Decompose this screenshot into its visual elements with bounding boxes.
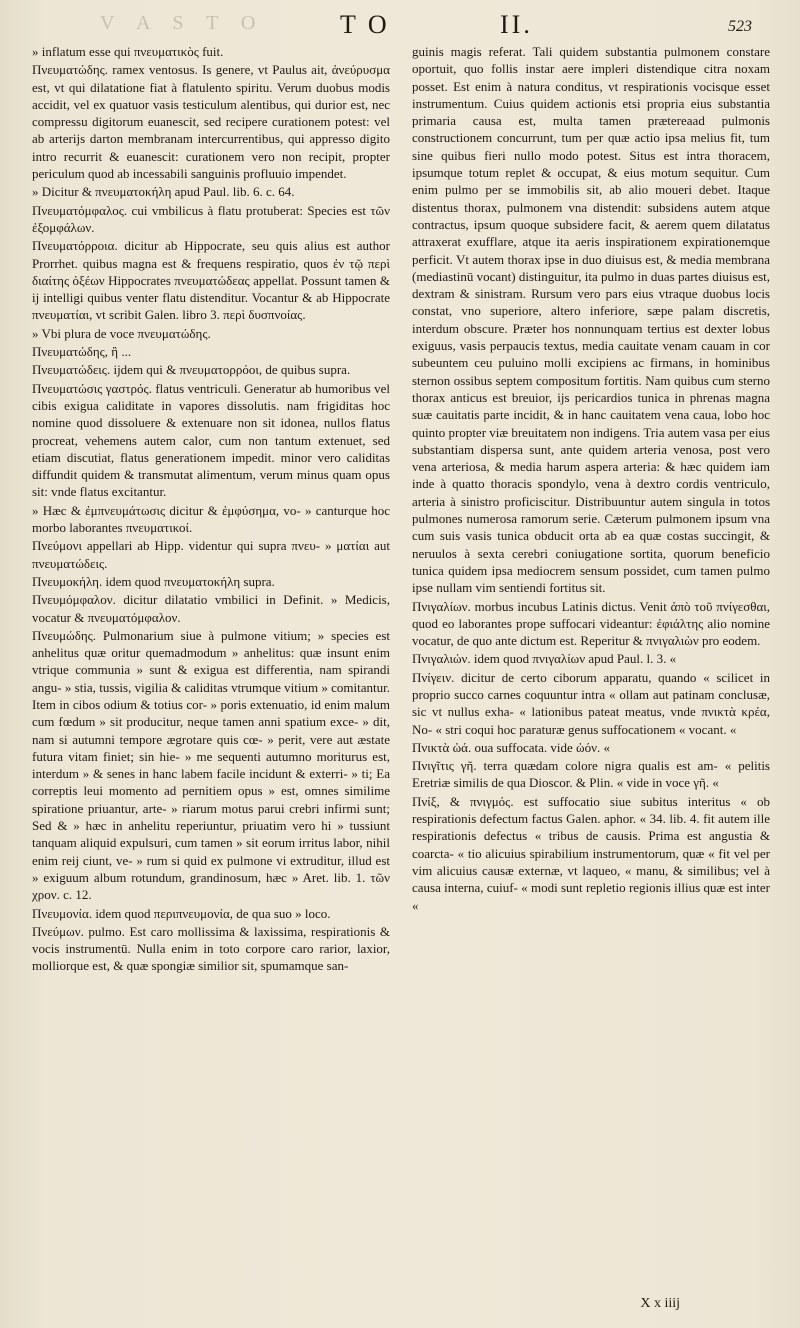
dictionary-entry: Πνευμοκήλη. idem quod πνευματοκήλη supra. [32, 573, 275, 589]
right-column [412, 42, 770, 1302]
dictionary-entry: Πνευμονία. idem quod περιπνευμονία, de qua suo » loco. [32, 905, 331, 921]
dictionary-entry: Πνεύμων. pulmo. Est caro mollissima & laxissima, respirationis & vocis instrumentū. Nulla enim in toto corpore caro rarior, laxior, molliorque est, & quæ spongiæ similior sit, spumamque san- [32, 923, 390, 974]
left-column [32, 42, 390, 1302]
dictionary-entry: » Vbi plura de voce πνευματώδης. [32, 325, 211, 341]
dictionary-entry: Πνευμώδης. Pulmonarium siue à pulmone vitium; » species est anhelitus quæ oritur quemadmodum » anhelitus: quæ insunt enim vtrique communia » sunt & exigua est differentia, nam spirandi angu- » stia, tussis, vigilia & caliditas vtrumque vitium » comitantur. Item in cibos odium & totius cor- » poris extenuatio, id enim malum cum fœdum » sit producitur, neque tamen anni spatium exce- » dit, nam si autumni tempore ægrotare quis cœ- » perit, vere aut æstate futura vitam finiet; sin hie- » me sequenti autumno moriturus est, interdum » & senes in hanc labem facile incidunt & exterri- » ti; Ea correptis leui momento ad pernitiem opus » est, omnes similime spiratione priuantur, arte- » riarum motus parui crebri infirmi sunt; Sed & » hæc in anhelitu reperiuntur, priuatim vero hi » tussiunt tanquam aliquid expulsuri, cum tamen » sit eorum irritus labor, nihil enim reij ciunt, ve- » rum si quid ex pulmone vi extruditur, illud est » exiguum album rotundum, grandinosum, hæc » Aret. lib. 1. τῶν χρον. c. 12. [32, 627, 390, 903]
dictionary-entry: guinis magis referat. Tali quidem substantia pulmonem constare oportuit, quo follis instar aere impleri distendique citra noxam posset. Est enim à natura conditus, vt respirationis vocisque esset instrumentum. Cuius quidem actionis etsi propria eius substantia primaria causa est, multa tamen prætereaad pulmonis constructionem concurrunt, tum per quæ actio ipsa melius fit, tum sine quibus fieri nullo modo potest. Situs est intra thoracem, ipsumque totum replet & occupat, & eius motum sequitur. Cum enim pulmo per se immobilis sit, ab alio moueri debet. Itaque distentus thorax, pulmonem vna distendit: subsidens autem atque contractus, ipsum quoque subsidere facit, & aerem quem dilatatus attraxerat exufflare, atque ita aeris inspirationem expirationemque perficit. Vt autem thorax ipse in duo diuisus est, & media membrana (mediastinū vocant) distinguitur, ita pulmo in duas partes diuisus est, dextram & sinistram. Rursum vero pars eius vtraque duobus locis constat, vno superiore, altero inferiore, sæpe palam discretis, interdum obscure. Præter hos nonnunquam tertius est dexter lobus exiguus, vasis perpaucis textus, media cauitate venam cauam in cor subeuntem ceu puluino molli excipiens ac firmans, in hominibus sternon ossibus septem compositum fortitis. Nam quibus cum sterno thorax anticus est breuior, ijs pericardios tunica in phrenas magna suæ cauitatis parte incidit, & in hanc cauitatem vena caua, lobo hoc quinto propter viæ breuitatem non indigens. Tria autem vasa per eius substantiam dispersa sunt, ante quidem arteria venosa, post vero vena arteriosa, & media harum aspera arteria: & hæc quidem iam inde à quatto thoracis spondylo, vena à dextro cordis ventriculo, arteria à sinistro proficiscitur. Distribuuntur autem singula in totos pulmones numerosa ramorum serie. Cæterum pulmonem ipsum vna cum suis vasis tunica obducit orta ab ea quæ costas succingit, & neruulos à sexta cerebri coniugatione sortita, quorum beneficio tunica quidem ipsa mediocrem sensum possidet, cum tamen pulmo ipse nullam vim sentiendi fortitus sit. [412, 44, 770, 596]
dictionary-entry: Πνικτὰ ὠά. oua suffocata. vide ὠόν. « [412, 739, 610, 755]
dictionary-entry: Πνευματώδης, ἢ ... [32, 344, 132, 360]
dictionary-entry: Πνεύμονι appellari ab Hipp. videntur qui supra πνευ- » ματίαι aut πνευματώδεις. [32, 538, 390, 571]
dictionary-entry: Πνευματώσις γαστρός. flatus ventriculi. Generatur ab humoribus vel cibis exigua caliditate in vapores dissolutis. nam frigiditas hoc nomine quod dissoluere & extenuare non sit idonea, nullos flatus procreat, vehemens autem calor, cum non tantum extenuet, sed etiam discutiat, flatus generationem impedit. minor vero caliditas diffundit quidem & transmutat alimentum, verum minus quam opus sit: vnde flatus excitantur. [32, 380, 390, 500]
faint-running-head: V A S T O [100, 12, 265, 34]
dictionary-entry: Πνίξ, & πνιγμός. est suffocatio siue subitus interitus « ob respirationis defectum factus Galen. aphor. « 34. lib. 4. fit autem ille respirationis defectus « tribus de causis. Prima est angustia & coarcta- « tio alicuius spirabilium instrumentorum, quæ « fit vel per vim alicuius causæ externæ, vt laqueo, « manu, & similibus; vel à causa interna, cuiuf- « modi sunt repletio regionis illius quæ est inter « [412, 793, 770, 913]
running-head-left: T O [340, 10, 390, 39]
dictionary-entry: Πνευματώδης. ramex ventosus. Is genere, vt Paulus ait, ἀνεύρυσμα est, vt qui dilatatione fiat à flatulento spiritu. Verum duobus modis accidit, vel ex quatuor vasis testiculum alentibus, qui durior est, nec compressu digitorum euanescit, sed recipere curationem potest: vel ab arterijs darton membranam intercurrentibus, qui appresso digito intro recurrit & euanescit: curationem vero non recipit, propter periculum quod ab incessabili sanguinis profluuio impendet. [32, 62, 390, 182]
dictionary-entry: Πνευματώδεις. ijdem qui & πνευματορρόοι, de quibus supra. [32, 362, 351, 378]
dictionary-entry: Πνίγειν. dicitur de certo ciborum apparatu, quando « scilicet in proprio succo carnes coquuntur intra « ollam aut patinam conclusæ, sic vt nullus exha- « lationibus pateat meatus, vnde πνικτὰ κρέα, No- « stri coqui hoc paraturæ genus suffocationem « vocant. « [412, 669, 770, 737]
dictionary-entry: Πνιγῖτις γῆ. terra quædam colore nigra qualis est am- « pelitis Eretriæ similis de qua Dioscor. & Plin. « vide in voce γῆ. « [412, 758, 770, 791]
text-columns [32, 42, 770, 1302]
dictionary-entry: » inflatum esse qui πνευματικὸς fuit. [32, 44, 224, 59]
page-number: 523 [728, 18, 752, 35]
dictionary-entry: Πνιγαλίων. morbus incubus Latinis dictus. Venit ἀπὸ τοῦ πνίγεσθαι, quod eo laborantes prope suffocari videantur: ἐφιάλτης alio nomine vocatur, de quo ante dictum est. Reperitur & πνιγαλιὼν pro eodem. [412, 598, 770, 649]
running-head [40, 10, 760, 38]
dictionary-entry: Πνευματόμφαλος. cui vmbilicus à flatu protuberat: Species est τῶν ἐξομφάλων. [32, 202, 390, 235]
catchword: X x iiij [640, 1296, 680, 1311]
dictionary-entry: » Hæc & ἐμπνευμάτωσις dicitur & ἐμφύσημα, vo- » canturque hoc morbo laborantes πνευματικοί. [32, 502, 390, 536]
dictionary-entry: Πνιγαλιών. idem quod πνιγαλίων apud Paul. l. 3. « [412, 651, 677, 667]
dictionary-entry: Πνευματόρροια. dicitur ab Hippocrate, seu quis alius est author Prorrhet. quibus magna est & frequens respiratio, quos ἐν τῷ περὶ διαίτης ὀξέων Hippocrates πνευματώδεας appellat. Possunt tamen & ij intelligi quibus venter flatu distenditur. Vocantur & ab Hippocrate πνευματίαι, vt scribit Galen. libro 3. περὶ δυσπνοίας. [32, 238, 390, 323]
dictionary-entry: Πνευμόμφαλον. dicitur dilatatio vmbilici in Definit. » Medicis, vocatur & πνευματόμφαλον. [32, 592, 390, 625]
dictionary-entry: » Dicitur & πνευματοκήλη apud Paul. lib. 6. c. 64. [32, 184, 295, 200]
running-head-right: II. [500, 10, 533, 39]
